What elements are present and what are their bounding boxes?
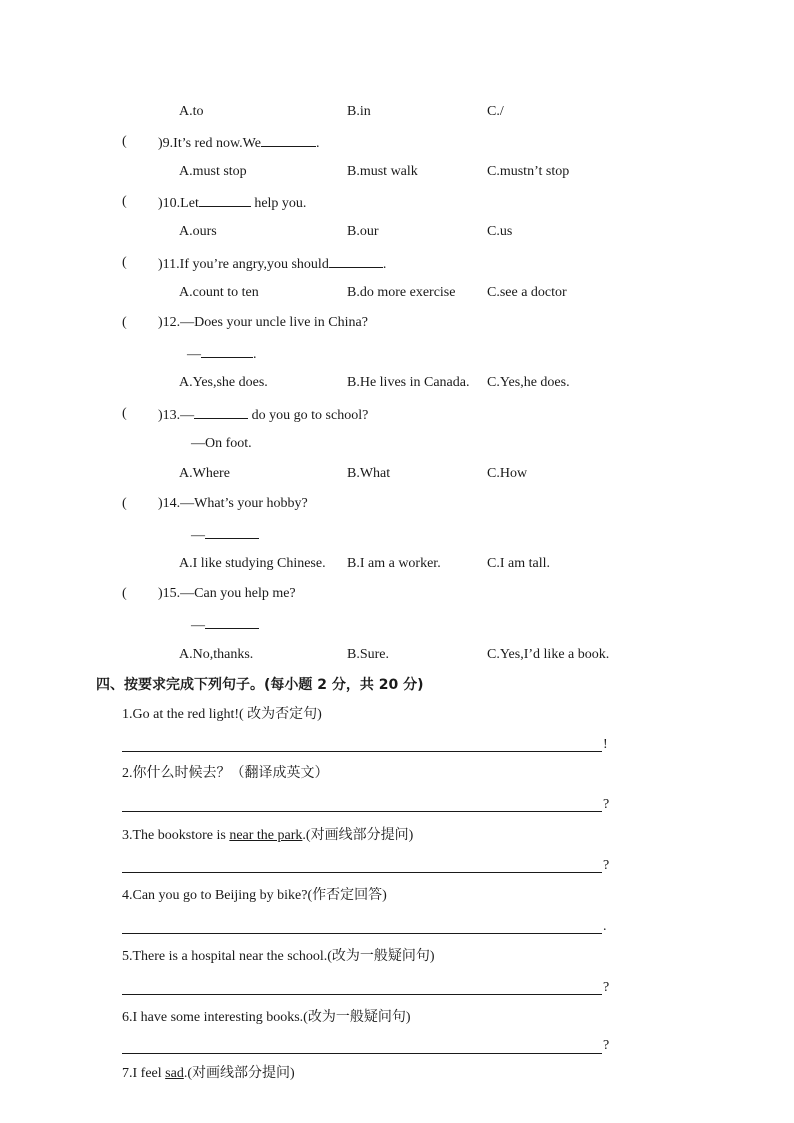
q15-reply-dash: — <box>191 618 205 633</box>
q12-option-a: A.Yes,she does. <box>179 375 268 390</box>
q13-text <box>158 406 368 424</box>
q11-option-b: B.do more exercise <box>347 285 456 300</box>
q14-option-a: A.I like studying Chinese. <box>179 556 326 571</box>
section-4-heading: 四、按要求完成下列句子。(每小题 2 分，共 20 分) <box>96 677 424 693</box>
rewrite-item-7-underlined-word: sad <box>165 1066 184 1081</box>
q13-stem-dash: — <box>180 408 195 423</box>
q8-option-c: C./ <box>487 104 504 119</box>
q11-blank <box>329 255 383 268</box>
rewrite-item-3-underlined-phrase: near the park <box>229 828 303 843</box>
q11-option-a: A.count to ten <box>179 285 259 300</box>
rewrite-item-5-end-mark: ? <box>603 980 610 995</box>
q11-text <box>158 255 386 273</box>
q14-number: )14. <box>158 496 181 511</box>
q9-option-c: C.mustn’t stop <box>487 164 570 179</box>
rewrite-item-3-prompt-start: 3.The bookstore is <box>122 828 230 843</box>
q12-option-c: C.Yes,he does. <box>487 375 570 390</box>
q15-text <box>158 586 296 602</box>
q14-blank <box>205 526 259 539</box>
q10-stem: Let <box>180 196 199 211</box>
q9-option-a: A.must stop <box>179 164 247 179</box>
q14-text <box>158 496 308 512</box>
q13-option-a: A.Where <box>179 466 230 481</box>
rewrite-item-5-prompt: 5.There is a hospital near the school.(改为一般疑问句) <box>122 949 435 964</box>
rewrite-item-1-prompt: 1.Go at the red light!( 改为否定句) <box>122 707 322 722</box>
rewrite-item-6-end-mark: ? <box>603 1038 610 1053</box>
q9-stem-end: . <box>315 136 320 151</box>
q12-reply <box>187 345 257 363</box>
q15-stem: —Can you help me? <box>180 586 296 601</box>
q10-number: )10. <box>158 196 181 211</box>
q15-number: )15. <box>158 586 181 601</box>
q14-reply <box>191 526 259 544</box>
q9-number: )9. <box>158 136 174 151</box>
rewrite-item-1-answer-line[interactable] <box>122 751 602 752</box>
rewrite-item-2-prompt: 2.你什么时候去？（翻译成英文） <box>122 766 329 781</box>
q10-stem-end: help you. <box>250 196 307 211</box>
q9-text <box>158 134 319 152</box>
rewrite-item-4-end-mark: . <box>603 919 607 934</box>
rewrite-item-3-end-mark: ? <box>603 858 610 873</box>
q15-answer-paren: ( <box>122 586 127 601</box>
q11-number: )11. <box>158 257 180 272</box>
rewrite-item-4-prompt: 4.Can you go to Beijing by bike?(作否定回答) <box>122 888 387 903</box>
q10-answer-paren: ( <box>122 194 127 209</box>
q12-number: )12. <box>158 315 181 330</box>
q11-answer-paren: ( <box>122 255 127 270</box>
q13-option-c: C.How <box>487 466 528 481</box>
rewrite-item-6-answer-line[interactable] <box>122 1053 602 1054</box>
rewrite-item-3-answer-line[interactable] <box>122 872 602 873</box>
q10-text <box>158 194 306 212</box>
q10-option-b: B.our <box>347 224 379 239</box>
rewrite-item-5-answer-line[interactable] <box>122 994 602 995</box>
q15-reply <box>191 616 259 634</box>
rewrite-item-2-end-mark: ? <box>603 797 610 812</box>
q12-text <box>158 315 368 331</box>
q15-blank <box>205 616 259 629</box>
q14-reply-dash: — <box>191 528 205 543</box>
q13-option-b: B.What <box>347 466 391 481</box>
rewrite-item-7-prompt <box>122 1066 295 1082</box>
q10-blank <box>199 194 251 207</box>
q11-stem: If you’re angry,you should <box>179 257 329 272</box>
rewrite-item-4-answer-line[interactable] <box>122 933 602 934</box>
q11-stem-end: . <box>382 257 387 272</box>
q10-option-c: C.us <box>487 224 513 239</box>
q12-answer-paren: ( <box>122 315 127 330</box>
rewrite-item-7-prompt-end: .(对画线部分提问) <box>183 1066 295 1081</box>
q12-reply-end: . <box>253 347 257 362</box>
rewrite-item-3-prompt-end: .(对画线部分提问) <box>302 828 414 843</box>
rewrite-item-3-prompt <box>122 828 413 844</box>
rewrite-item-7-prompt-start: 7.I feel <box>122 1066 166 1081</box>
rewrite-item-6-prompt: 6.I have some interesting books.(改为一般疑问句) <box>122 1010 411 1025</box>
q15-option-b: B.Sure. <box>347 647 389 662</box>
q12-stem: —Does your uncle live in China? <box>180 315 368 330</box>
q14-option-c: C.I am tall. <box>487 556 550 571</box>
q12-blank <box>201 345 253 358</box>
q14-answer-paren: ( <box>122 496 127 511</box>
q12-option-b: B.He lives in Canada. <box>347 375 470 390</box>
q9-option-b: B.must walk <box>347 164 418 179</box>
q13-number: )13. <box>158 408 181 423</box>
rewrite-item-2-answer-line[interactable] <box>122 811 602 812</box>
q13-answer-paren: ( <box>122 406 127 421</box>
q9-stem: It’s red now.We <box>173 136 261 151</box>
q8-option-b: B.in <box>347 104 371 119</box>
q11-option-c: C.see a doctor <box>487 285 567 300</box>
q12-reply-dash: — <box>187 347 201 362</box>
q14-stem: —What’s your hobby? <box>180 496 308 511</box>
rewrite-item-1-end-mark: ! <box>603 737 608 752</box>
q13-reply: —On foot. <box>191 436 252 451</box>
q9-blank <box>261 134 316 147</box>
q15-option-c: C.Yes,I’d like a book. <box>487 647 610 662</box>
q13-stem-end: do you go to school? <box>248 408 369 423</box>
q8-option-a: A.to <box>179 104 204 119</box>
q10-option-a: A.ours <box>179 224 217 239</box>
q13-blank <box>194 406 248 419</box>
q14-option-b: B.I am a worker. <box>347 556 441 571</box>
q15-option-a: A.No,thanks. <box>179 647 254 662</box>
q9-answer-paren: ( <box>122 134 127 149</box>
